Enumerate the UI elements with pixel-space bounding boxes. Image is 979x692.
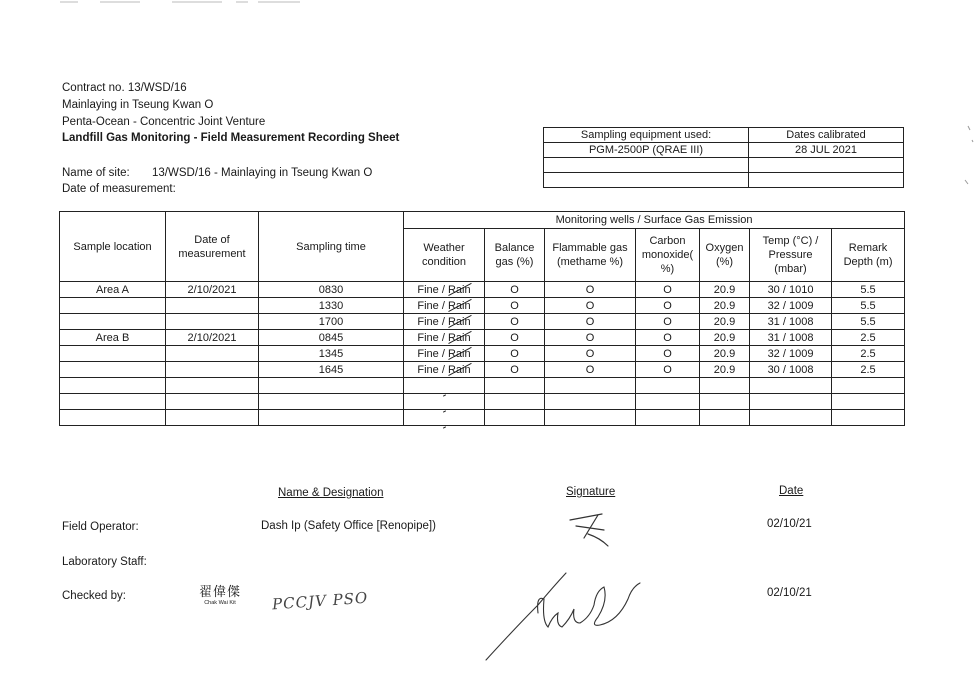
- weather-rain-struck: Rain: [447, 299, 471, 312]
- cell-time: 1645: [259, 362, 404, 378]
- cell-co: O: [636, 282, 700, 298]
- cell-time: 1345: [259, 346, 404, 362]
- monitoring-group-header: Monitoring wells / Surface Gas Emission: [404, 212, 905, 229]
- col-weather-condition: Weather condition: [404, 229, 485, 282]
- cell-co: O: [636, 330, 700, 346]
- cell-temp: 32 / 1009: [750, 298, 832, 314]
- cell-oxygen: 20.9: [700, 330, 750, 346]
- cell-remark: 5.5: [832, 282, 905, 298]
- cell-remark: 5.5: [832, 298, 905, 314]
- weather-fine: Fine /: [417, 299, 448, 312]
- checked-by-label: Checked by:: [62, 590, 126, 602]
- cell-location: Area A: [60, 282, 166, 298]
- cell-co: O: [636, 362, 700, 378]
- cell-temp: 30 / 1010: [750, 282, 832, 298]
- field-operator-label: Field Operator:: [62, 521, 139, 533]
- field-operator-name: Dash Ip (Safety Office [Renopipe]): [261, 520, 436, 532]
- cell-date: 2/10/2021: [166, 282, 259, 298]
- cell-oxygen: 20.9: [700, 298, 750, 314]
- cell-oxygen: 20.9: [700, 362, 750, 378]
- col-temp-pressure: Temp (°C) / Pressure (mbar): [750, 229, 832, 282]
- cell-temp: 30 / 1008: [750, 362, 832, 378]
- equipment-header: Sampling equipment used:: [544, 128, 749, 143]
- cell-location: Area B: [60, 330, 166, 346]
- site-value: 13/WSD/16 - Mainlaying in Tseung Kwan O: [152, 167, 373, 179]
- project-name: Mainlaying in Tseung Kwan O: [62, 99, 214, 111]
- cell-oxygen: 20.9: [700, 346, 750, 362]
- cell-co: O: [636, 346, 700, 362]
- cell-oxygen: 20.9: [700, 282, 750, 298]
- cell-flammable: O: [545, 362, 636, 378]
- col-flammable-gas: Flammable gas (methame %): [545, 229, 636, 282]
- equipment-name: PGM-2500P (QRAE III): [544, 143, 749, 158]
- weather-rain-struck: Rain: [447, 363, 471, 376]
- cell-remark: 2.5: [832, 330, 905, 346]
- weather-fine: Fine /: [417, 331, 448, 344]
- weather-rain-struck: Rain: [447, 331, 471, 344]
- laboratory-staff-label: Laboratory Staff:: [62, 556, 147, 568]
- cell-flammable: O: [545, 282, 636, 298]
- field-operator-date: 02/10/21: [767, 518, 812, 530]
- name-designation-header: Name & Designation: [278, 487, 384, 499]
- cell-date: 2/10/2021: [166, 330, 259, 346]
- col-remark-depth: Remark Depth (m): [832, 229, 905, 282]
- cell-co: O: [636, 314, 700, 330]
- cell-balance: O: [485, 330, 545, 346]
- weather-fine: Fine /: [417, 315, 448, 328]
- sheet-title: Landfill Gas Monitoring - Field Measurement Recording Sheet: [62, 132, 400, 144]
- col-balance-gas: Balance gas (%): [485, 229, 545, 282]
- cell-co: O: [636, 298, 700, 314]
- weather-rain-struck: Rain: [447, 315, 471, 328]
- site-label: Name of site:: [62, 167, 130, 179]
- cell-flammable: O: [545, 314, 636, 330]
- cell-time: 0845: [259, 330, 404, 346]
- col-carbon-monoxide: Carbon monoxide( %): [636, 229, 700, 282]
- cell-balance: O: [485, 282, 545, 298]
- contractor-name: Penta-Ocean - Concentric Joint Venture: [62, 116, 266, 128]
- weather-rain-struck: Rain: [447, 283, 471, 296]
- cell-balance: O: [485, 298, 545, 314]
- handwritten-note: PCCJV PSO: [271, 588, 369, 614]
- col-sampling-time: Sampling time: [259, 212, 404, 282]
- weather-fine: Fine /: [417, 283, 448, 296]
- stamp-english-name: Chak Wai Kit: [204, 600, 236, 606]
- calibration-date: 28 JUL 2021: [749, 143, 904, 158]
- date-header: Date: [779, 485, 804, 497]
- cell-remark: 2.5: [832, 362, 905, 378]
- col-date-of-measurement: Date of measurement: [166, 212, 259, 282]
- cell-balance: O: [485, 314, 545, 330]
- cell-temp: 32 / 1009: [750, 346, 832, 362]
- cell-remark: 5.5: [832, 314, 905, 330]
- weather-rain-struck: Rain: [447, 347, 471, 360]
- weather-fine: Fine /: [417, 347, 448, 360]
- cell-time: 1700: [259, 314, 404, 330]
- signature-header: Signature: [566, 486, 616, 498]
- contract-number: Contract no. 13/WSD/16: [62, 82, 187, 94]
- col-oxygen: Oxygen (%): [700, 229, 750, 282]
- col-sample-location: Sample location: [60, 212, 166, 282]
- cell-temp: 31 / 1008: [750, 330, 832, 346]
- date-of-measurement-label: Date of measurement:: [62, 183, 176, 195]
- calibration-header: Dates calibrated: [749, 128, 904, 143]
- cell-oxygen: 20.9: [700, 314, 750, 330]
- cell-remark: 2.5: [832, 346, 905, 362]
- stamp-chinese-name: 翟偉傑: [198, 585, 241, 600]
- cell-balance: O: [485, 346, 545, 362]
- cell-flammable: O: [545, 346, 636, 362]
- cell-time: 1330: [259, 298, 404, 314]
- cell-flammable: O: [545, 298, 636, 314]
- cell-balance: O: [485, 362, 545, 378]
- cell-flammable: O: [545, 330, 636, 346]
- weather-fine: Fine /: [417, 363, 448, 376]
- checked-by-date: 02/10/21: [767, 587, 812, 599]
- cell-time: 0830: [259, 282, 404, 298]
- cell-temp: 31 / 1008: [750, 314, 832, 330]
